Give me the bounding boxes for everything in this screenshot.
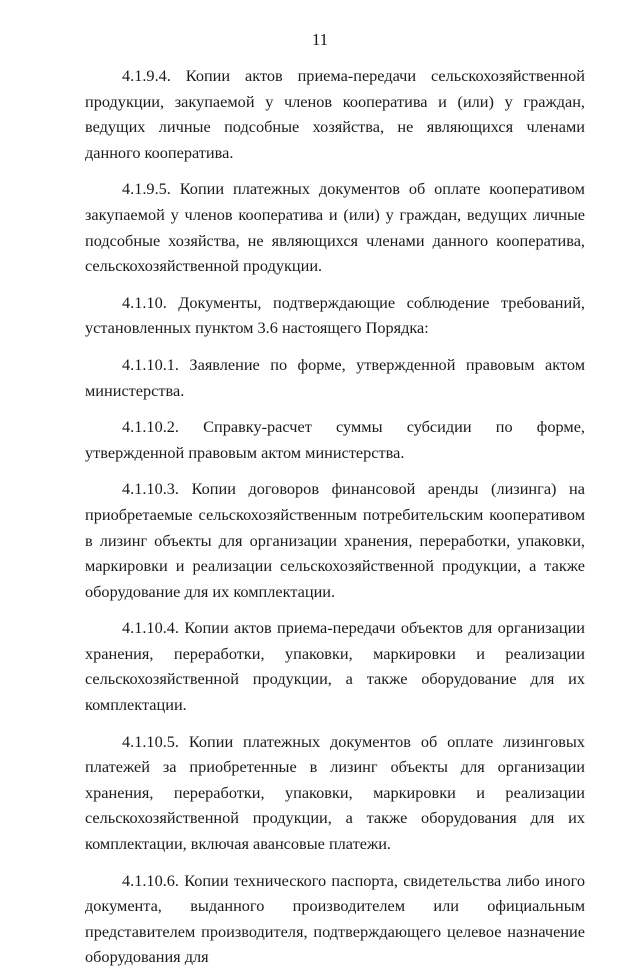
page-number: 11 [311,30,329,49]
paragraph-4-1-10-5: 4.1.10.5. Копии платежных документов об оплате лизинговых платежей за приобретенные в лизинг объекты для организации хранения, переработки, упаковки, маркировки и реализации сельскохозяйственной продукции, а также оборудования для их комплектации, включая авансовые платежи. [85,731,585,854]
paragraph-4-1-10-3: 4.1.10.3. Копии договоров финансовой аренды (лизинга) на приобретаемые сельскохозяйственным потребительским кооперативом в лизинг объекты для организации хранения, переработки, упаковки, маркировки и реализации сельскохозяйственной продукции, а также оборудование для их комплектации. [85,479,585,601]
paragraph-4-1-10-4: 4.1.10.4. Копии актов приема-передачи объектов для организации хранения, переработки, упаковки, маркировки и реализации сельскохозяйственной продукции, а также оборудование для их комплектации. [85,618,585,715]
paragraph-4-1-9-5: 4.1.9.5. Копии платежных документов об оплате кооперативом закупаемой у членов кооператива и (или) у граждан, ведущих личные подсобные хозяйства, не являющихся членами данного кооператива, сельскохозяйственной продукции. [85,179,585,276]
paragraph-4-1-9-4: 4.1.9.4. Копии актов приема-передачи сельскохозяйственной продукции, закупаемой у членов кооператива и (или) у граждан, ведущих личные подсобные хозяйства, не являющихся членами данного кооператива. [85,66,585,162]
paragraph-4-1-10: 4.1.10. Документы, подтверждающие соблюдение требований, установленных пунктом 3.6 настоящего Порядка: [85,292,585,338]
document-body [85,63,585,970]
paragraph-4-1-10-1: 4.1.10.1. Заявление по форме, утвержденной правовым актом министерства. [85,354,585,400]
paragraph-4-1-10-2: 4.1.10.2. Справку-расчет суммы субсидии по форме, утвержденной правовым актом министерства. [85,417,585,462]
paragraph-4-1-10-6: 4.1.10.6. Копии технического паспорта, свидетельства либо иного документа, выданного производителем или официальным представителем производителя, подтверждающего целевое назначение оборудования для [85,870,585,967]
